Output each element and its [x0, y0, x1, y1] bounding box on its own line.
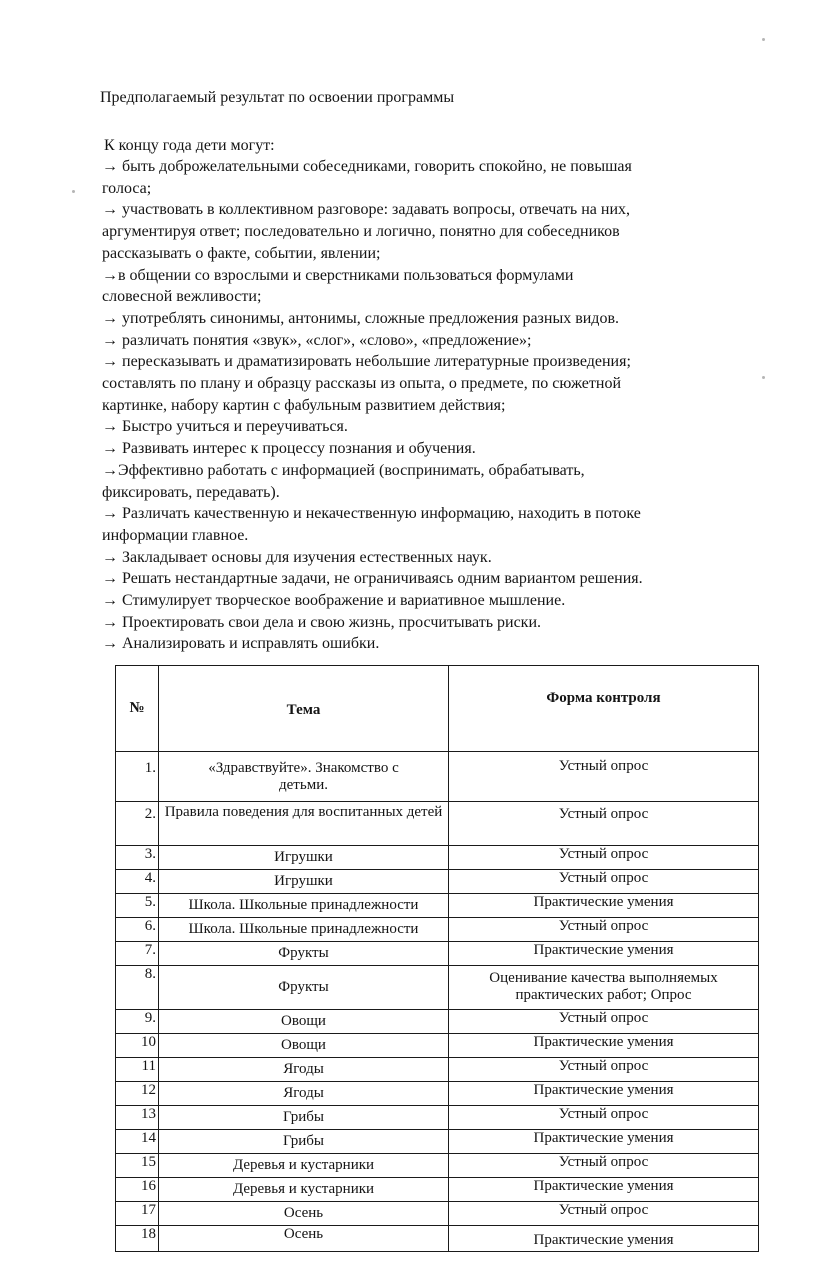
row-control-form: Устный опрос	[449, 802, 759, 846]
row-topic: Грибы	[159, 1130, 449, 1154]
table-row	[116, 942, 759, 966]
row-topic: Осень	[159, 1226, 449, 1252]
row-number: 8.	[116, 966, 159, 1010]
results-line: → Проектировать свои дела и свою жизнь, просчитывать риски.	[102, 613, 541, 631]
row-topic: Школа. Школьные принадлежности	[159, 918, 449, 942]
results-line: картинке, набору картин с фабульным развитием действия;	[102, 396, 506, 414]
row-number: 1.	[116, 752, 159, 802]
row-number: 2.	[116, 802, 159, 846]
row-topic: Деревья и кустарники	[159, 1154, 449, 1178]
results-line: → различать понятия «звук», «слог», «слово», «предложение»;	[102, 331, 532, 349]
row-number: 18	[116, 1226, 159, 1252]
table-row	[116, 752, 759, 802]
row-control-form: Устный опрос	[449, 918, 759, 942]
row-number: 6.	[116, 918, 159, 942]
results-line: информации главное.	[102, 526, 249, 544]
scan-speck	[762, 38, 765, 41]
row-topic: Правила поведения для воспитанных детей	[159, 802, 449, 846]
row-number: 9.	[116, 1010, 159, 1034]
row-topic: Ягоды	[159, 1082, 449, 1106]
results-line: →в общении со взрослыми и сверстниками пользоваться формулами	[102, 266, 574, 284]
row-control-form: Практические умения	[449, 894, 759, 918]
table-row	[116, 1082, 759, 1106]
table-row	[116, 1154, 759, 1178]
results-line: → пересказывать и драматизировать небольшие литературные произведения;	[102, 353, 631, 371]
row-topic: Фрукты	[159, 942, 449, 966]
row-number: 17	[116, 1202, 159, 1226]
table-row	[116, 846, 759, 870]
results-line: → Быстро учиться и переучиваться.	[102, 418, 348, 436]
row-topic: Осень	[159, 1202, 449, 1226]
results-line: → употреблять синонимы, антонимы, сложные предложения разных видов.	[102, 309, 619, 327]
table-row	[116, 1202, 759, 1226]
results-line: → Стимулирует творческое воображение и вариативное мышление.	[102, 592, 566, 610]
row-number: 11	[116, 1058, 159, 1082]
row-control-form: Устный опрос	[449, 752, 759, 802]
row-control-form: Устный опрос	[449, 846, 759, 870]
row-topic: Ягоды	[159, 1058, 449, 1082]
intro-text: К концу года дети могут:	[104, 137, 275, 154]
results-line: →Эффективно работать с информацией (воспринимать, обрабатывать,	[102, 461, 585, 479]
row-number: 12	[116, 1082, 159, 1106]
results-line: голоса;	[102, 179, 152, 197]
table-row	[116, 918, 759, 942]
scan-speck	[72, 190, 75, 193]
results-line: → участвовать в коллективном разговоре: задавать вопросы, отвечать на них,	[102, 201, 631, 219]
table-row	[116, 1010, 759, 1034]
row-control-form: Практические умения	[449, 1130, 759, 1154]
table-header-row	[116, 666, 759, 752]
row-control-form: Устный опрос	[449, 1010, 759, 1034]
table-row	[116, 802, 759, 846]
row-control-form: Устный опрос	[449, 870, 759, 894]
row-number: 5.	[116, 894, 159, 918]
row-control-form: Практические умения	[449, 942, 759, 966]
table-row	[116, 1178, 759, 1202]
results-line: фиксировать, передавать).	[102, 483, 280, 501]
row-topic: «Здравствуйте». Знакомство с детьми.	[159, 752, 449, 802]
row-control-form: Практические умения	[449, 1178, 759, 1202]
row-number: 10	[116, 1034, 159, 1058]
row-topic: Игрушки	[159, 846, 449, 870]
page-heading: Предполагаемый результат по освоении программы	[100, 89, 455, 106]
results-line: аргументируя ответ; последовательно и логично, понятно для собеседников	[102, 223, 620, 241]
table-row	[116, 894, 759, 918]
row-topic: Игрушки	[159, 870, 449, 894]
row-number: 13	[116, 1106, 159, 1130]
table-row	[116, 1034, 759, 1058]
table-row	[116, 870, 759, 894]
row-number: 4.	[116, 870, 159, 894]
row-control-form: Практические умения	[449, 1034, 759, 1058]
row-topic: Грибы	[159, 1106, 449, 1130]
row-topic: Овощи	[159, 1034, 449, 1058]
results-line: → Развивать интерес к процессу познания и обучения.	[102, 440, 476, 458]
results-list	[102, 156, 702, 655]
header-control-form: Форма контроля	[449, 666, 759, 752]
results-line: → быть доброжелательными собеседниками, говорить спокойно, не повышая	[102, 158, 632, 175]
table-row	[116, 966, 759, 1010]
row-number: 7.	[116, 942, 159, 966]
row-number: 16	[116, 1178, 159, 1202]
results-line: словесной вежливости;	[102, 288, 262, 306]
row-control-form: Устный опрос	[449, 1202, 759, 1226]
header-topic: Тема	[159, 666, 449, 752]
row-topic: Овощи	[159, 1010, 449, 1034]
results-line: → Анализировать и исправлять ошибки.	[102, 635, 380, 653]
table-row	[116, 1058, 759, 1082]
row-topic: Деревья и кустарники	[159, 1178, 449, 1202]
results-line: составлять по плану и образцу рассказы из опыта, о предмете, по сюжетной	[102, 375, 622, 393]
table-row	[116, 1106, 759, 1130]
row-control-form: Практические умения	[449, 1082, 759, 1106]
row-number: 14	[116, 1130, 159, 1154]
row-number: 3.	[116, 846, 159, 870]
row-topic: Школа. Школьные принадлежности	[159, 894, 449, 918]
row-control-form: Оценивание качества выполняемых практических работ; Опрос	[449, 966, 759, 1010]
header-number: №	[116, 666, 159, 752]
scan-speck	[762, 376, 765, 379]
row-control-form: Устный опрос	[449, 1058, 759, 1082]
row-control-form: Практические умения	[449, 1226, 759, 1252]
row-number: 15	[116, 1154, 159, 1178]
results-line: → Различать качественную и некачественную информацию, находить в потоке	[102, 505, 641, 523]
results-line: → Решать нестандартные задачи, не ограничиваясь одним вариантом решения.	[102, 570, 643, 588]
results-line: рассказывать о факте, событии, явлении;	[102, 244, 381, 262]
row-control-form: Устный опрос	[449, 1106, 759, 1130]
row-topic: Фрукты	[159, 966, 449, 1010]
row-control-form: Устный опрос	[449, 1154, 759, 1178]
table-row	[116, 1130, 759, 1154]
results-line: → Закладывает основы для изучения естественных наук.	[102, 548, 492, 566]
table-row	[116, 1226, 759, 1252]
lesson-table	[115, 665, 759, 1252]
